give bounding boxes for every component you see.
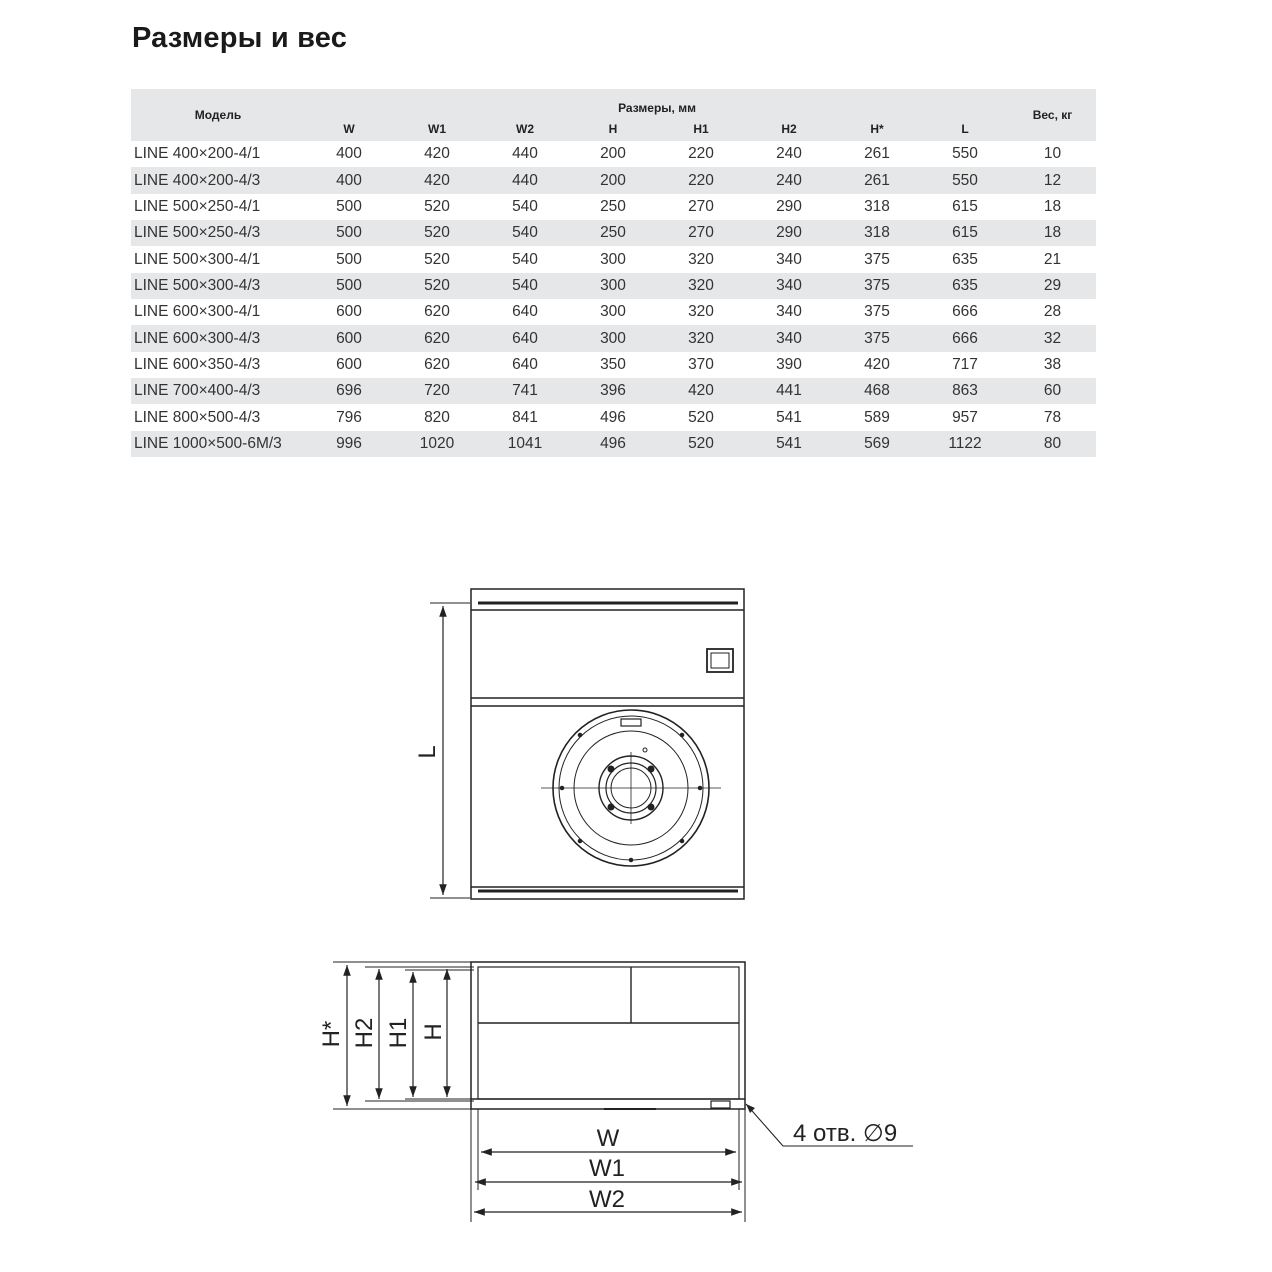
dimension-cell: 420: [657, 378, 745, 404]
dimension-cell: 400: [305, 167, 393, 193]
model-cell: LINE 600×350-4/3: [134, 355, 261, 373]
dimension-cell: 300: [600, 250, 626, 268]
dimension-cell: 540: [512, 250, 538, 268]
model-cell: LINE 700×400-4/3: [131, 378, 305, 404]
header-col-h1: H1: [657, 116, 745, 141]
dimension-cell: 420: [424, 145, 450, 163]
dimension-cell: 320: [688, 303, 714, 321]
dimension-cell: 375: [864, 250, 890, 268]
dimension-cell: 640: [481, 325, 569, 351]
weight-cell: 29: [1009, 273, 1096, 299]
dimension-cell: 635: [952, 250, 978, 268]
header-col-h2: H2: [745, 116, 833, 141]
dimension-cell: 318: [833, 220, 921, 246]
w1-label: W1: [589, 1155, 625, 1182]
dimension-cell: 696: [305, 378, 393, 404]
header-col-h: H: [569, 116, 657, 141]
header-col-h-star: H*: [833, 116, 921, 141]
weight-cell: 78: [1043, 408, 1062, 426]
dimension-cell: 600: [305, 325, 393, 351]
dimension-cell: 600: [336, 355, 362, 373]
dimension-cell: 520: [424, 250, 450, 268]
model-cell: LINE 500×250-4/3: [131, 220, 305, 246]
dimension-cell: 270: [688, 197, 714, 215]
dimension-cell: 1122: [921, 431, 1009, 457]
weight-cell: 10: [1043, 145, 1062, 163]
page-title: Размеры и вес: [132, 22, 348, 54]
dimension-cell: 400: [336, 145, 362, 163]
dimension-cell: 520: [393, 220, 481, 246]
dimension-cell: 820: [424, 408, 450, 426]
dimension-cell: 496: [600, 408, 626, 426]
dimension-cell: 250: [569, 220, 657, 246]
dimension-cell: 996: [305, 431, 393, 457]
dimension-cell: 375: [864, 303, 890, 321]
dimension-cell: 520: [424, 197, 450, 215]
dimension-cell: 520: [688, 408, 714, 426]
model-cell: LINE 600×300-4/1: [134, 303, 261, 321]
dimension-cell: 500: [305, 220, 393, 246]
dimension-cell: 635: [921, 273, 1009, 299]
dimension-cell: 200: [569, 167, 657, 193]
dimension-cell: 640: [512, 355, 538, 373]
dimension-cell: 318: [864, 197, 890, 215]
dimension-cell: 540: [512, 197, 538, 215]
dimension-cell: 220: [688, 145, 714, 163]
model-cell: LINE 1000×500-6M/3: [131, 431, 305, 457]
model-cell: LINE 400×200-4/3: [131, 167, 305, 193]
fan-impeller: [541, 710, 721, 866]
dimension-cell: 741: [481, 378, 569, 404]
dimension-cell: 261: [864, 145, 890, 163]
header-col-w1: W1: [393, 116, 481, 141]
w2-label: W2: [589, 1186, 625, 1213]
dimension-cell: 600: [336, 303, 362, 321]
dimension-cell: 666: [952, 303, 978, 321]
weight-cell: 38: [1043, 355, 1062, 373]
length-label: L: [414, 745, 441, 759]
weight-cell: 28: [1043, 303, 1062, 321]
dimension-cell: 340: [745, 273, 833, 299]
dimension-cell: 500: [305, 273, 393, 299]
dimension-cell: 1020: [393, 431, 481, 457]
dimension-cell: 640: [512, 303, 538, 321]
dimension-cell: 375: [833, 325, 921, 351]
dimension-cell: 620: [424, 303, 450, 321]
dimension-cell: 261: [833, 167, 921, 193]
dimension-cell: 500: [336, 250, 362, 268]
dimension-cell: 540: [481, 220, 569, 246]
dimension-cell: 270: [657, 220, 745, 246]
model-cell: LINE 500×300-4/3: [131, 273, 305, 299]
holes-label: 4 отв. ∅9: [793, 1120, 898, 1147]
dimension-cell: 620: [393, 325, 481, 351]
dimension-cell: 863: [921, 378, 1009, 404]
dimension-cell: 569: [833, 431, 921, 457]
model-cell: LINE 500×250-4/1: [134, 197, 261, 215]
dimension-cell: 350: [600, 355, 626, 373]
weight-cell: 21: [1043, 250, 1062, 268]
h2-label: H2: [351, 1017, 378, 1049]
dimension-cell: 615: [921, 220, 1009, 246]
dimension-cell: 441: [745, 378, 833, 404]
front-view-housing: [471, 962, 745, 1109]
dimension-cell: 340: [776, 303, 802, 321]
w-label: W: [596, 1125, 620, 1152]
dimension-cell: 550: [921, 167, 1009, 193]
dimension-cell: 468: [833, 378, 921, 404]
dimension-cell: 300: [569, 325, 657, 351]
header-col-w: W: [305, 116, 393, 141]
dimension-cell: 240: [745, 167, 833, 193]
dimension-cell: 589: [864, 408, 890, 426]
dimension-cell: 717: [952, 355, 978, 373]
dimension-cell: 420: [864, 355, 890, 373]
dimension-cell: 290: [745, 220, 833, 246]
dimension-cell: 615: [952, 197, 978, 215]
weight-cell: 12: [1009, 167, 1096, 193]
dimension-cell: 500: [336, 197, 362, 215]
dimension-cell: 396: [569, 378, 657, 404]
header-weight: Вес, кг: [1009, 89, 1096, 141]
h-label: H: [420, 1023, 447, 1041]
weight-cell: 80: [1009, 431, 1096, 457]
dimension-cell: 300: [600, 303, 626, 321]
dimension-cell: 320: [657, 325, 745, 351]
header-col-l: L: [921, 116, 1009, 141]
dimension-cell: 390: [776, 355, 802, 373]
dimension-cell: 796: [336, 408, 362, 426]
header-model: Модель: [131, 89, 305, 141]
dimension-cell: 720: [393, 378, 481, 404]
dimension-cell: 290: [776, 197, 802, 215]
dimension-cell: 370: [688, 355, 714, 373]
dimension-cell: 550: [952, 145, 978, 163]
dimension-cell: 957: [952, 408, 978, 426]
top-view-housing: [471, 589, 744, 899]
top-view: [430, 589, 744, 899]
dimension-cell: 540: [481, 273, 569, 299]
weight-cell: 18: [1009, 220, 1096, 246]
dimension-cell: 250: [600, 197, 626, 215]
dimension-cell: 200: [600, 145, 626, 163]
dimension-cell: 420: [393, 167, 481, 193]
dimension-cell: 440: [481, 167, 569, 193]
dimension-cell: 541: [745, 431, 833, 457]
dimension-cell: 541: [776, 408, 802, 426]
weight-cell: 32: [1009, 325, 1096, 351]
dimension-cell: 320: [688, 250, 714, 268]
dimension-cell: 520: [393, 273, 481, 299]
dimension-cell: 841: [512, 408, 538, 426]
dimension-cell: 520: [657, 431, 745, 457]
dimension-cell: 620: [424, 355, 450, 373]
front-view: [333, 962, 913, 1222]
dimension-cell: 320: [657, 273, 745, 299]
model-cell: LINE 800×500-4/3: [134, 408, 261, 426]
weight-cell: 18: [1043, 197, 1062, 215]
header-dimensions-group: Размеры, мм: [305, 89, 1009, 116]
dimension-cell: 1041: [481, 431, 569, 457]
h-star-label: H*: [318, 1020, 345, 1048]
model-cell: LINE 400×200-4/1: [134, 145, 261, 163]
dimension-cell: 666: [921, 325, 1009, 351]
h1-label: H1: [385, 1017, 412, 1049]
dimension-cell: 340: [745, 325, 833, 351]
dimension-cell: 340: [776, 250, 802, 268]
dimension-cell: 300: [569, 273, 657, 299]
model-cell: LINE 500×300-4/1: [134, 250, 261, 268]
dimension-cell: 220: [657, 167, 745, 193]
dimension-cell: 496: [569, 431, 657, 457]
model-cell: LINE 600×300-4/3: [131, 325, 305, 351]
header-col-w2: W2: [481, 116, 569, 141]
dimension-cell: 440: [512, 145, 538, 163]
dimension-cell: 240: [776, 145, 802, 163]
dimension-cell: 375: [833, 273, 921, 299]
weight-cell: 60: [1009, 378, 1096, 404]
